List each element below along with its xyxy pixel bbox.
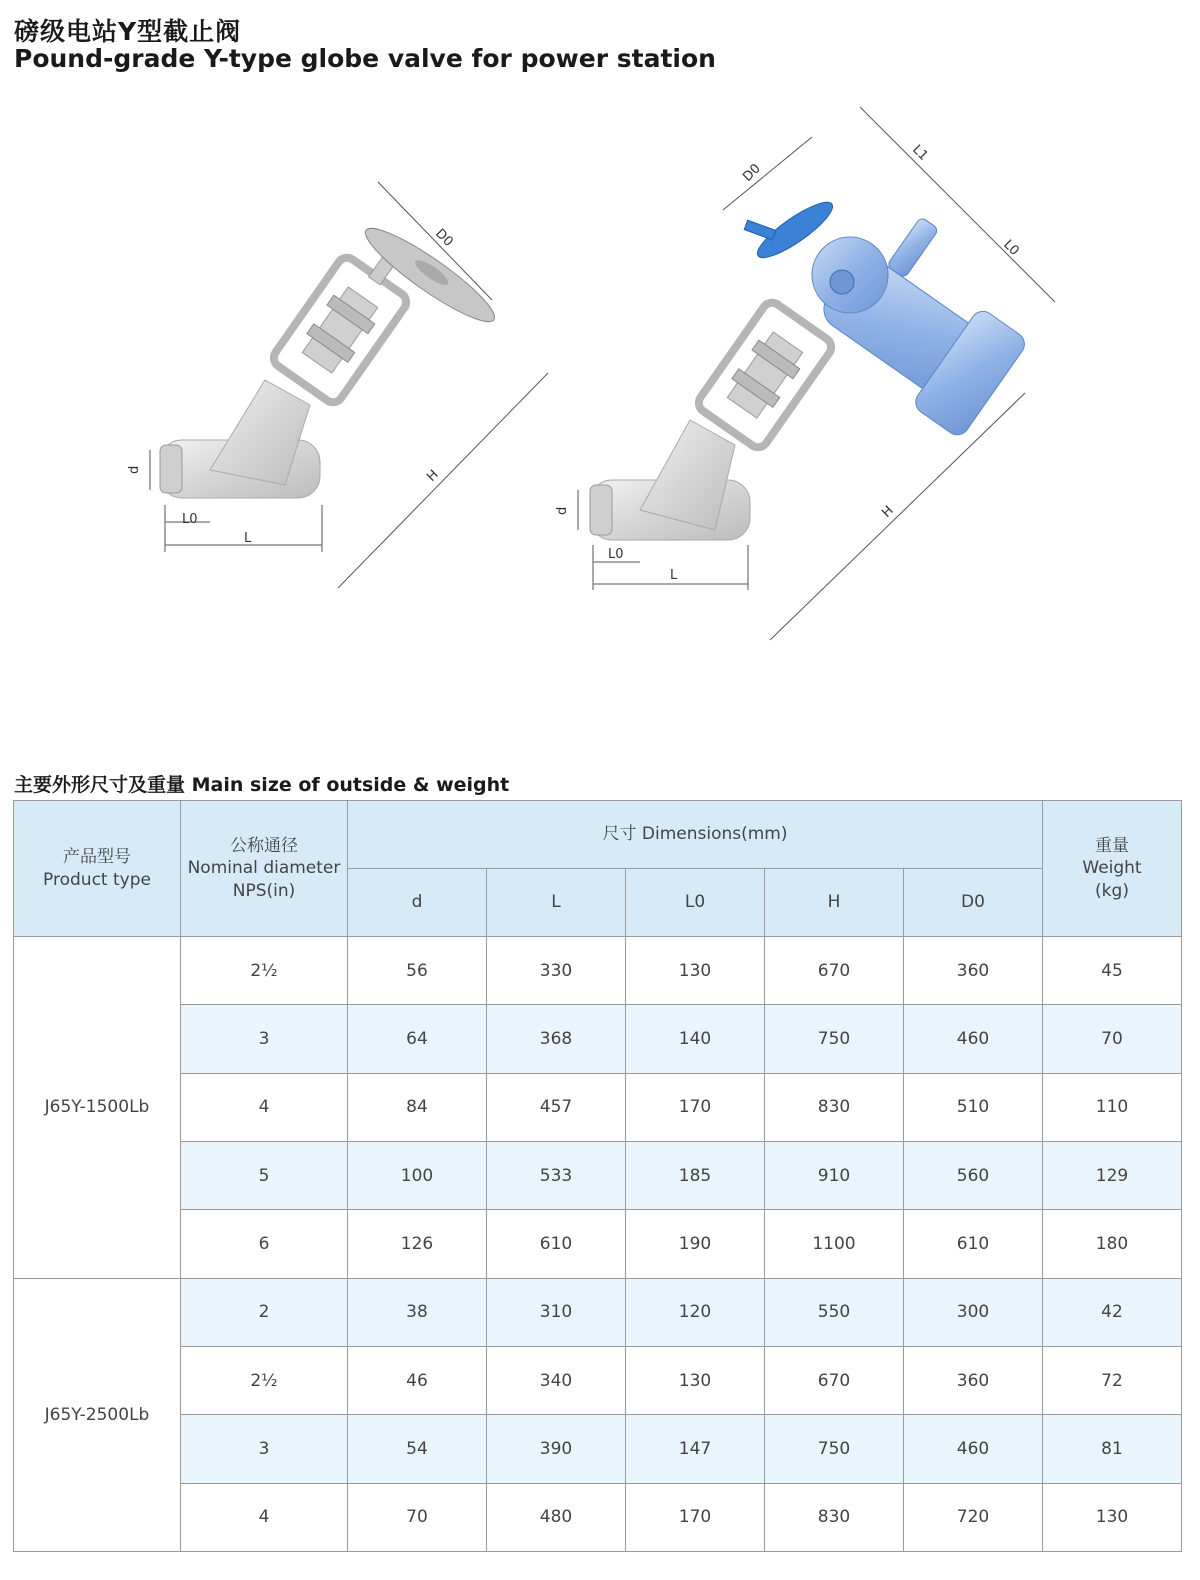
cell-weight: 110	[1043, 1073, 1182, 1141]
cell-d: 56	[348, 937, 487, 1005]
cell-l0: 190	[626, 1210, 765, 1278]
cell-l0: 120	[626, 1278, 765, 1346]
right-dim-l0-top: L0	[1000, 237, 1022, 259]
cell-weight: 130	[1043, 1483, 1182, 1551]
cell-h: 670	[765, 1346, 904, 1414]
cell-h: 910	[765, 1141, 904, 1209]
cell-d0: 610	[904, 1210, 1043, 1278]
cell-weight: 42	[1043, 1278, 1182, 1346]
cell-d0: 460	[904, 1005, 1043, 1073]
right-dim-l: L	[670, 568, 678, 583]
table-row	[14, 1483, 1182, 1551]
table-row	[14, 1415, 1182, 1483]
cell-weight: 70	[1043, 1005, 1182, 1073]
cell-l0: 130	[626, 1346, 765, 1414]
cell-l: 457	[487, 1073, 626, 1141]
cell-nps: 2	[181, 1278, 348, 1346]
product-type-cell: J65Y-2500Lb	[14, 1278, 181, 1551]
cell-d0: 360	[904, 1346, 1043, 1414]
cell-h: 830	[765, 1483, 904, 1551]
table-row	[14, 1005, 1182, 1073]
cell-nps: 3	[181, 1005, 348, 1073]
cell-l: 390	[487, 1415, 626, 1483]
cell-l: 340	[487, 1346, 626, 1414]
right-dim-l1: L1	[909, 142, 931, 164]
left-dim-h: H	[424, 467, 442, 485]
header-dimensions: 尺寸 Dimensions(mm)	[348, 801, 1043, 869]
cell-d0: 460	[904, 1415, 1043, 1483]
header-h: H	[765, 869, 904, 937]
cell-weight: 45	[1043, 937, 1182, 1005]
table-row	[14, 1278, 1182, 1346]
cell-d: 70	[348, 1483, 487, 1551]
cell-l0: 170	[626, 1073, 765, 1141]
cell-d: 54	[348, 1415, 487, 1483]
left-dim-d0: D0	[432, 226, 456, 250]
cell-d: 100	[348, 1141, 487, 1209]
table-row	[14, 937, 1182, 1005]
cell-h: 670	[765, 937, 904, 1005]
table-row	[14, 1073, 1182, 1141]
cell-l0: 140	[626, 1005, 765, 1073]
section-title: 主要外形尺寸及重量 Main size of outside & weight	[14, 774, 510, 796]
cell-h: 550	[765, 1278, 904, 1346]
cell-l0: 170	[626, 1483, 765, 1551]
cell-l0: 147	[626, 1415, 765, 1483]
cell-l0: 130	[626, 937, 765, 1005]
cell-nps: 5	[181, 1141, 348, 1209]
cell-d: 126	[348, 1210, 487, 1278]
table-body	[14, 937, 1182, 1552]
cell-l: 480	[487, 1483, 626, 1551]
cell-h: 750	[765, 1005, 904, 1073]
cell-l: 310	[487, 1278, 626, 1346]
cell-nps: 6	[181, 1210, 348, 1278]
right-valve-drawing	[555, 107, 1055, 640]
page-title-cn: 磅级电站Y型截止阀	[14, 17, 242, 46]
cell-h: 750	[765, 1415, 904, 1483]
left-dim-l: L	[244, 531, 252, 546]
left-dim-l0: L0	[182, 512, 198, 527]
left-valve-drawing	[127, 182, 548, 588]
right-dim-h: H	[879, 503, 897, 521]
header-nominal-diameter: 公称通径 Nominal diameter NPS(in)	[181, 801, 348, 937]
valve-drawings	[0, 90, 1200, 680]
header-product-type: 产品型号 Product type	[14, 801, 181, 937]
header-d0: D0	[904, 869, 1043, 937]
cell-d0: 560	[904, 1141, 1043, 1209]
table-row	[14, 1141, 1182, 1209]
table-row	[14, 1346, 1182, 1414]
cell-d: 84	[348, 1073, 487, 1141]
right-dim-d0: D0	[740, 161, 764, 185]
cell-d0: 360	[904, 937, 1043, 1005]
right-dim-d: d	[555, 506, 570, 515]
cell-d0: 510	[904, 1073, 1043, 1141]
left-dim-d: d	[127, 465, 142, 474]
cell-nps: 2½	[181, 1346, 348, 1414]
cell-l: 610	[487, 1210, 626, 1278]
cell-d: 38	[348, 1278, 487, 1346]
product-type-cell: J65Y-1500Lb	[14, 937, 181, 1279]
cell-l: 533	[487, 1141, 626, 1209]
table-row	[14, 1210, 1182, 1278]
cell-nps: 2½	[181, 937, 348, 1005]
cell-nps: 3	[181, 1415, 348, 1483]
cell-l: 368	[487, 1005, 626, 1073]
cell-d: 46	[348, 1346, 487, 1414]
cell-l: 330	[487, 937, 626, 1005]
header-l: L	[487, 869, 626, 937]
header-d: d	[348, 869, 487, 937]
cell-d: 64	[348, 1005, 487, 1073]
cell-nps: 4	[181, 1073, 348, 1141]
cell-d0: 720	[904, 1483, 1043, 1551]
cell-weight: 180	[1043, 1210, 1182, 1278]
cell-weight: 129	[1043, 1141, 1182, 1209]
page-title-en: Pound-grade Y-type globe valve for power station	[14, 44, 716, 73]
header-weight: 重量 Weight (kg)	[1043, 801, 1182, 937]
spec-table	[13, 800, 1182, 1552]
header-l0: L0	[626, 869, 765, 937]
cell-weight: 81	[1043, 1415, 1182, 1483]
cell-weight: 72	[1043, 1346, 1182, 1414]
cell-d0: 300	[904, 1278, 1043, 1346]
right-dim-l0: L0	[608, 547, 624, 562]
cell-h: 830	[765, 1073, 904, 1141]
cell-h: 1100	[765, 1210, 904, 1278]
cell-l0: 185	[626, 1141, 765, 1209]
cell-nps: 4	[181, 1483, 348, 1551]
